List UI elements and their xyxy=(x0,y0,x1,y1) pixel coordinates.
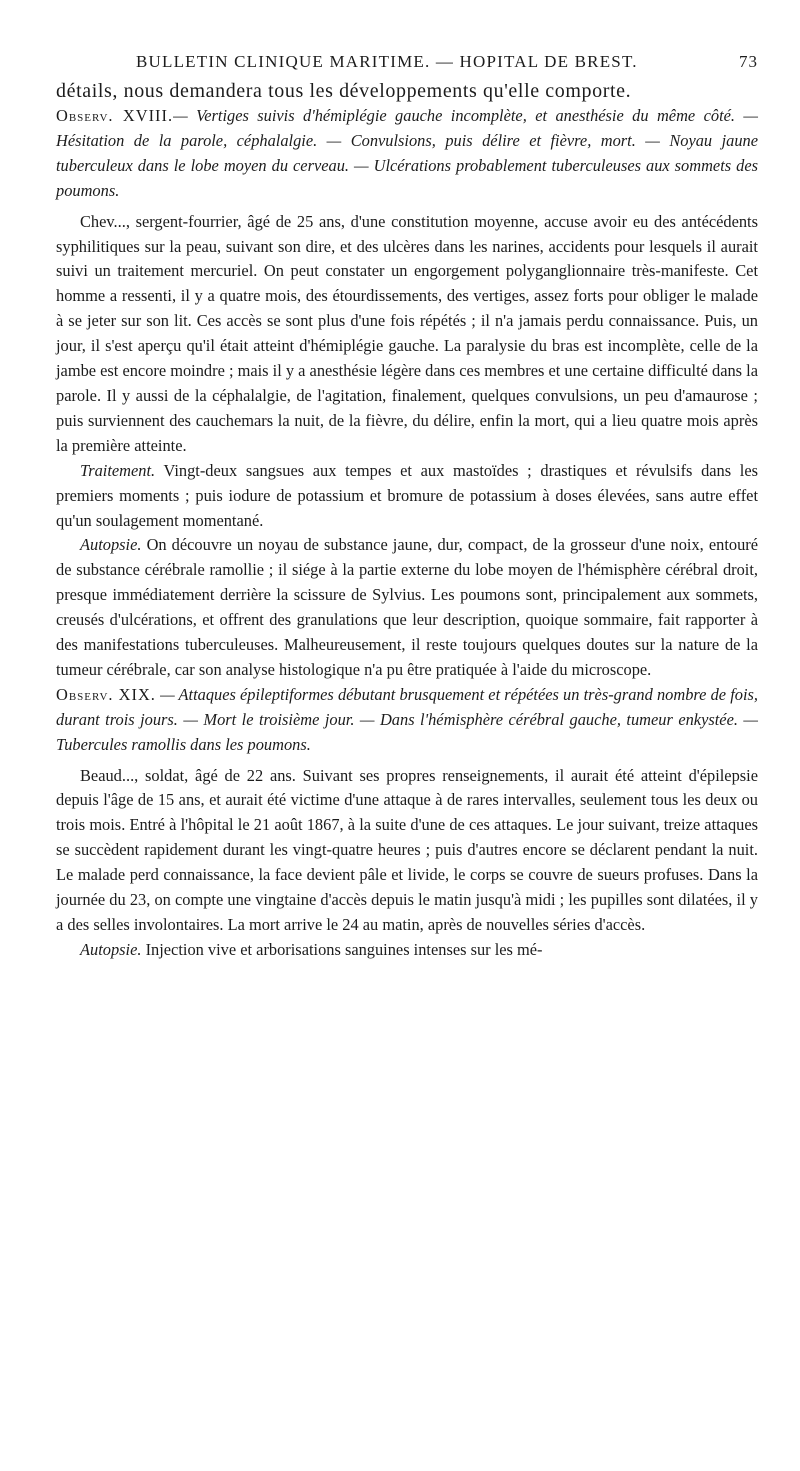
autopsy-label: Autopsie. xyxy=(80,535,142,555)
autopsy-text: Injection vive et arborisations sanguines intenses sur les mé- xyxy=(145,939,543,959)
observation-19-body: Beaud..., soldat, âgé de 22 ans. Suivant ses propres renseignements, il aurait été atteint d'épilepsie depuis l'âge de 15 ans, et aurait été victime d'une attaque à de rares intervalles, seulement tous les deux ou trois mois. Entré à l'hôpital le 21 août 1867, à la suite d'une de ces attaques. Le jour suivant, treize attaques se succèdent rapidement durant les vingt-quatre heures ; puis d'autres encore se déclarent pendant la nuit. Le malade perd connaissance, la face devient pâle et livide, le corps se couvre de sueurs profuses. Dans la journée du 23, on compte une vingtaine d'accès depuis le matin jusqu'à midi ; les pupilles sont dilatées, il y a des selles involontaires. La mort arrive le 24 au matin, après de nouvelles séries d'accès. xyxy=(56,765,758,934)
observation-19-label: Observ. XIX. xyxy=(56,684,156,704)
document-page xyxy=(56,52,758,963)
observation-19-autopsy xyxy=(56,938,758,963)
observation-18-autopsy xyxy=(56,533,758,682)
autopsy-text: On découvre un noyau de substance jaune, dur, compact, de la grosseur d'une noix, entouré de substance cérébrale ramollie ; il siége à la partie externe du lobe moyen de l'hémisphère cérébral droit, presque immédiatement derrière la scissure de Sylvius. Les poumons sont, principalement aux sommets, creusés d'ulcérations, et offrent des granulations que leur description, quoique sommaire, fait rapporter à des manifestations tuberculeuses. Malheureusement, il reste toujours quelques doutes sur la nature de la tumeur cérébrale, car son analyse histologique n'a pu être pratiquée à l'aide du microscope. xyxy=(56,535,758,679)
observation-18-treatment xyxy=(56,459,758,534)
page-number: 73 xyxy=(739,52,758,71)
observation-18-label: Observ. XVIII. xyxy=(56,106,174,125)
treatment-text: Vingt-deux sangsues aux tempes et aux mastoïdes ; drastiques et révulsifs dans les premiers moments ; puis iodure de potassium et bromure de potassium à doses élevées, sans autre effet qu'un soulagement momentané. xyxy=(56,460,758,530)
running-title: BULLETIN CLINIQUE MARITIME. — HOPITAL DE BREST. xyxy=(136,52,638,71)
observation-18-body: Chev..., sergent-fourrier, âgé de 25 ans, d'une constitution moyenne, accuse avoir eu des antécédents syphilitiques sur la peau, suivant son dire, et des ulcères dans les narines, accidents pour lesquels il aurait suivi un traitement mercuriel. On peut constater un engorgement polyganglionnaire très-manifeste. Cet homme a ressenti, il y a quatre mois, des étourdissements, des vertiges, assez forts pour obliger le malade à se jeter sur son lit. Ces accès se sont plus d'une fois répétés ; il n'a jamais perdu connaissance. Puis, un jour, il s'est aperçu qu'il était atteint d'hémiplégie gauche. La paralysie du bras est incomplète, celle de la jambe est encore moindre ; mais il y a anesthésie légère dans ces membres et une certaine difficulté dans la parole. Il y aussi de la céphalalgie, de l'agitation, finalement, quelques convulsions, un peu d'amaurose ; puis surviennent des cauchemars la nuit, de la fièvre, du délire, enfin la mort, qui a lieu quatre mois après la première atteinte. xyxy=(56,211,758,455)
body-text xyxy=(56,78,758,963)
observation-19-heading xyxy=(56,683,758,758)
running-header xyxy=(136,52,758,72)
continuation-paragraph: détails, nous demandera tous les développements qu'elle comporte. xyxy=(56,80,632,102)
observation-18-heading xyxy=(56,104,758,204)
treatment-label: Traitement. xyxy=(80,460,156,480)
observation-19-title: — Attaques épileptiformes débutant brusquement et répétées un très-grand nombre de fois, durant trois jours. — Mort le troisième jour. — Dans l'hémisphère cérébral gauche, tumeur enkystée. — Tubercules ramollis dans les poumons. xyxy=(56,684,759,754)
observation-18-title: — Vertiges suivis d'hémiplégie gauche incomplète, et anesthésie du même côté. — Hésitation de la parole, céphalalgie. — Convulsions, puis délire et fièvre, mort. — Noyau jaune tuberculeux dans le lobe moyen du cerveau. — Ulcérations probablement tuberculeuses aux sommets des poumons. xyxy=(56,106,758,200)
autopsy-label: Autopsie. xyxy=(80,939,142,959)
